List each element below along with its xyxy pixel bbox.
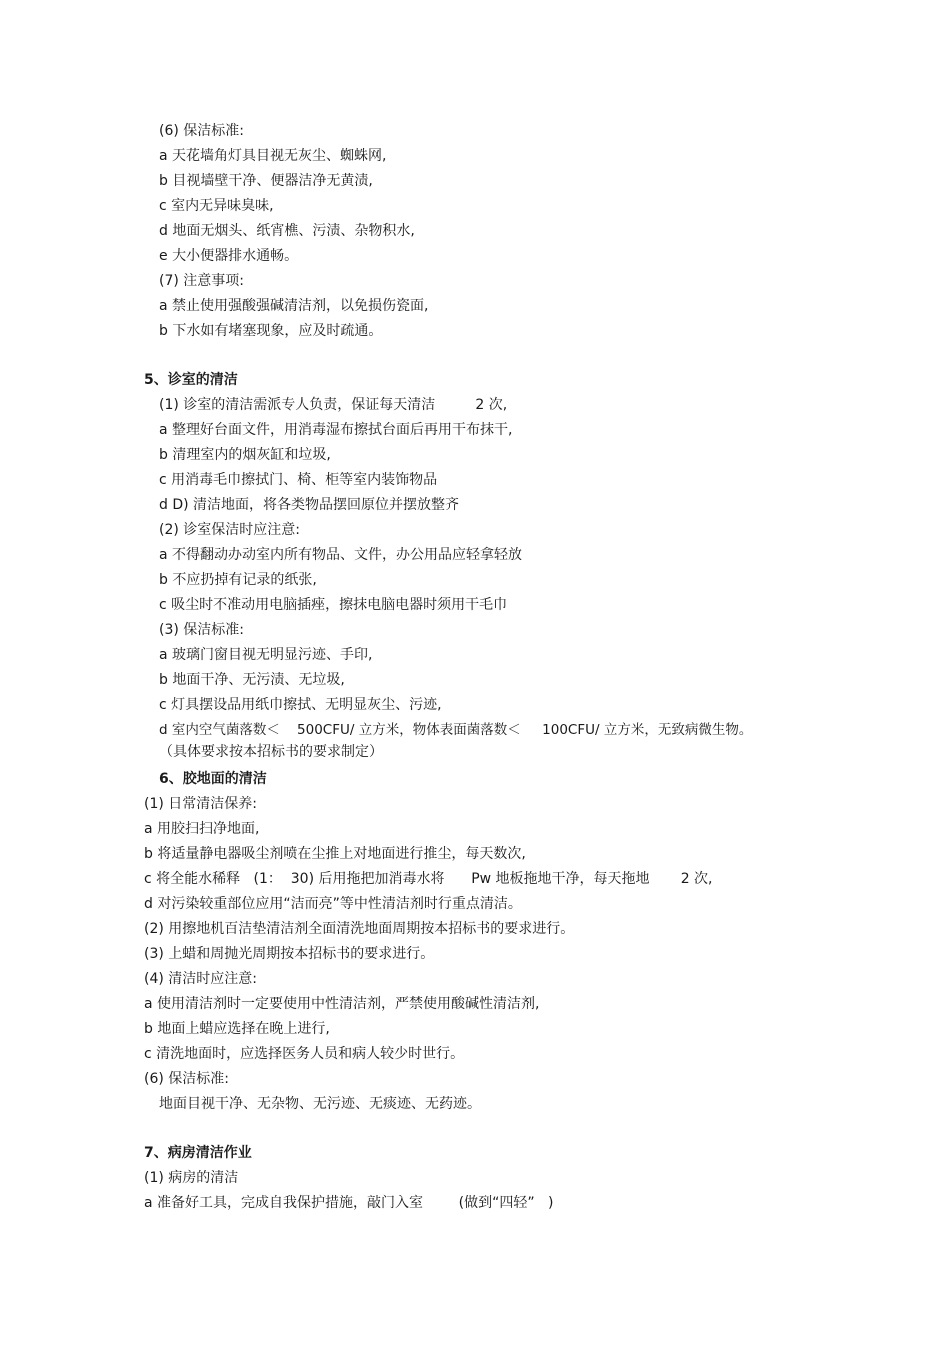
text-line: e 大小便器排水通畅。 (159, 248, 299, 264)
text-line: a 用胶扫扫净地面, (144, 821, 260, 837)
text-line: (1) 诊室的清洁需派专人负责，保证每天清洁 2 次, (159, 397, 508, 413)
text-line: b 地面上蜡应选择在晚上进行, (144, 1021, 330, 1037)
text-line: a 玻璃门窗目视无明显污迹、手印, (159, 647, 373, 663)
text-line: b 地面干净、无污渍、无垃圾, (159, 672, 345, 688)
text-line: (3) 保洁标准: (159, 622, 244, 638)
text-line: c 清洗地面时，应选择医务人员和病人较少时世行。 (144, 1046, 465, 1062)
text-line: b 将适量静电器吸尘剂喷在尘推上对地面进行推尘，每天数次, (144, 846, 526, 862)
text-line: b 目视墙壁干净、便器洁净无黄渍, (159, 173, 373, 189)
text-line: (7) 注意事项: (159, 273, 244, 289)
text-line: (1) 日常清洁保养: (144, 796, 257, 812)
text-line: 地面目视干净、无杂物、无污迹、无痰迹、无药迹。 (159, 1096, 481, 1112)
text-line: d 室内空气菌落数＜ 500CFU/ 立方米，物体表面菌落数＜ 100CFU/ 立方米，无致病微生物。 (159, 722, 753, 738)
text-line: c 室内无异味臭味, (159, 198, 274, 214)
text-line: a 整理好台面文件，用消毒湿布擦拭台面后再用干布抹干, (159, 422, 513, 438)
text-line: (2) 诊室保洁时应注意: (159, 522, 300, 538)
text-line: a 禁止使用强酸强碱清洁剂，以免损伤瓷面, (159, 298, 429, 314)
text-line: c 灯具摆设品用纸巾擦拭、无明显灰尘、污迹, (159, 697, 442, 713)
text-line: b 不应扔掉有记录的纸张, (159, 572, 317, 588)
text-line: (6) 保洁标准: (144, 1071, 229, 1087)
text-line: c 用消毒毛巾擦拭门、椅、柜等室内装饰物品 (159, 472, 438, 488)
text-line: （具体要求按本招标书的要求制定） (159, 744, 383, 760)
section-heading: 7、病房清洁作业 (144, 1145, 252, 1161)
text-line: (3) 上蜡和周抛光周期按本招标书的要求进行。 (144, 946, 435, 962)
text-line: d D) 清洁地面，将各类物品摆回原位并摆放整齐 (159, 497, 460, 513)
text-line: d 对污染较重部位应用“洁而亮”等中性清洁剂时行重点清洁。 (144, 896, 522, 912)
text-line: (6) 保洁标准: (159, 123, 244, 139)
text-line: (4) 清洁时应注意: (144, 971, 257, 987)
section-heading: 5、诊室的清洁 (144, 372, 238, 388)
text-line: (1) 病房的清洁 (144, 1170, 239, 1186)
text-line: b 清理室内的烟灰缸和垃圾, (159, 447, 331, 463)
text-line: a 天花墙角灯具目视无灰尘、蜘蛛网, (159, 148, 387, 164)
text-line: d 地面无烟头、纸宵樵、污渍、杂物积水, (159, 223, 415, 239)
text-line: a 使用清洁剂时一定要使用中性清洁剂，严禁使用酸碱性清洁剂, (144, 996, 540, 1012)
text-line: a 准备好工具，完成自我保护措施，敲门入室 (做到“四轻” ) (144, 1195, 554, 1211)
text-line: c 将全能水稀释 (1： 30) 后用拖把加消毒水将 Pw 地板拖地干净，每天拖地 2 次, (144, 871, 713, 887)
text-line: b 下水如有堵塞现象，应及时疏通。 (159, 323, 383, 339)
text-line: a 不得翻动办动室内所有物品、文件，办公用品应轻拿轻放 (159, 547, 523, 563)
text-line: c 吸尘时不准动用电脑插痤，擦抹电脑电器时须用干毛巾 (159, 597, 508, 613)
text-line: (2) 用擦地机百洁垫清洁剂全面清洗地面周期按本招标书的要求进行。 (144, 921, 575, 937)
section-heading: 6、胶地面的清洁 (159, 771, 267, 787)
